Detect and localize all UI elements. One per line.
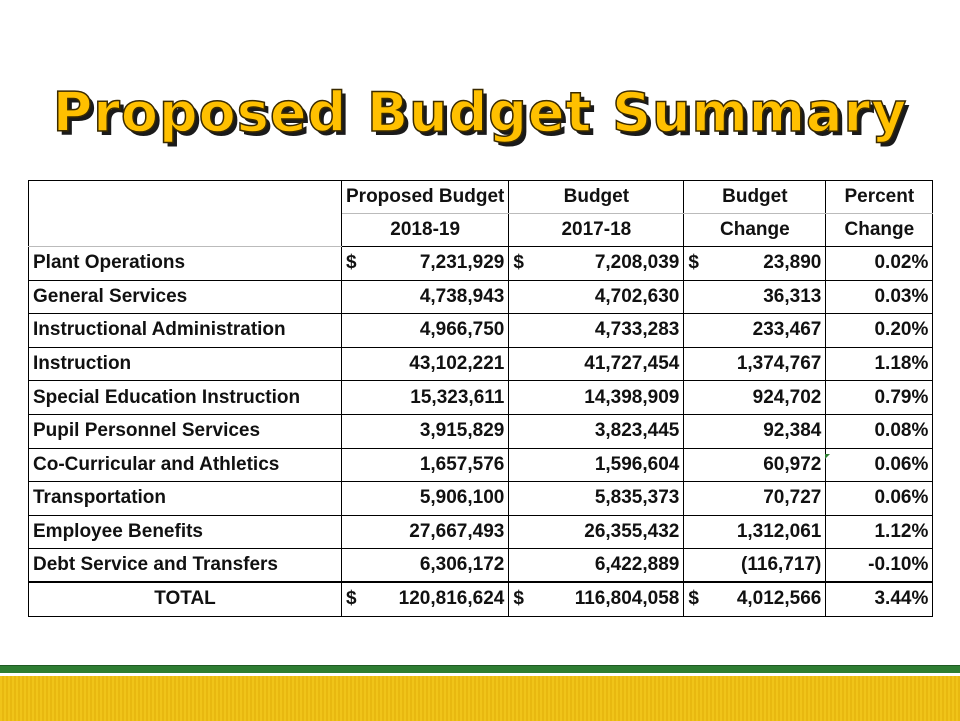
row-label: Special Education Instruction bbox=[29, 381, 342, 415]
total-proposed-cell bbox=[342, 582, 509, 616]
budget-table-container bbox=[28, 180, 933, 617]
change-cell: 233,467 bbox=[684, 314, 826, 348]
header-budget-line1: Budget bbox=[509, 181, 684, 214]
row-label: Instructional Administration bbox=[29, 314, 342, 348]
currency-symbol: $ bbox=[688, 588, 699, 610]
row-label: Co-Curricular and Athletics bbox=[29, 448, 342, 482]
budget-cell: 26,355,432 bbox=[509, 515, 684, 549]
budget-cell: 3,823,445 bbox=[509, 414, 684, 448]
total-label: TOTAL bbox=[29, 582, 342, 616]
change-cell: 924,702 bbox=[684, 381, 826, 415]
change-cell: 70,727 bbox=[684, 482, 826, 516]
budget-cell bbox=[509, 247, 684, 281]
proposed-cell: 3,915,829 bbox=[342, 414, 509, 448]
table-row bbox=[29, 247, 933, 281]
currency-symbol: $ bbox=[346, 588, 357, 610]
percent-cell: 0.08% bbox=[826, 414, 933, 448]
total-change-value: 4,012,566 bbox=[736, 588, 822, 610]
header-change-line1: Budget bbox=[684, 181, 826, 214]
budget-cell: 6,422,889 bbox=[509, 549, 684, 583]
percent-cell: 0.20% bbox=[826, 314, 933, 348]
proposed-cell: 27,667,493 bbox=[342, 515, 509, 549]
change-cell: 60,972 bbox=[684, 448, 826, 482]
table-row bbox=[29, 381, 933, 415]
currency-symbol: $ bbox=[346, 252, 357, 274]
proposed-cell bbox=[342, 247, 509, 281]
budget-cell: 5,835,373 bbox=[509, 482, 684, 516]
change-cell bbox=[684, 247, 826, 281]
percent-cell: 1.18% bbox=[826, 347, 933, 381]
footer-decorative-band bbox=[0, 665, 960, 720]
percent-cell: 0.02% bbox=[826, 247, 933, 281]
table-row bbox=[29, 314, 933, 348]
percent-cell: 0.06% bbox=[826, 482, 933, 516]
slide-title: Proposed Budget Summary bbox=[52, 81, 908, 144]
footer-yellow-stripe bbox=[0, 676, 960, 721]
budget-cell: 4,702,630 bbox=[509, 280, 684, 314]
change-cell: 36,313 bbox=[684, 280, 826, 314]
proposed-value: 7,231,929 bbox=[419, 252, 505, 274]
footer-green-stripe bbox=[0, 665, 960, 673]
budget-cell: 4,733,283 bbox=[509, 314, 684, 348]
currency-symbol: $ bbox=[513, 588, 524, 610]
row-label: Employee Benefits bbox=[29, 515, 342, 549]
percent-cell: -0.10% bbox=[826, 549, 933, 583]
table-row bbox=[29, 347, 933, 381]
percent-cell: 0.06% bbox=[826, 448, 933, 482]
currency-symbol: $ bbox=[688, 252, 699, 274]
header-proposed-line2: 2018-19 bbox=[342, 214, 509, 247]
budget-cell: 41,727,454 bbox=[509, 347, 684, 381]
total-percent-cell: 3.44% bbox=[826, 582, 933, 616]
row-label: Debt Service and Transfers bbox=[29, 549, 342, 583]
table-row bbox=[29, 280, 933, 314]
table-row bbox=[29, 515, 933, 549]
row-label: Pupil Personnel Services bbox=[29, 414, 342, 448]
change-cell: 92,384 bbox=[684, 414, 826, 448]
row-label: Transportation bbox=[29, 482, 342, 516]
table-row bbox=[29, 414, 933, 448]
percent-cell: 1.12% bbox=[826, 515, 933, 549]
change-cell: (116,717) bbox=[684, 549, 826, 583]
currency-symbol: $ bbox=[513, 252, 524, 274]
budget-value: 7,208,039 bbox=[594, 252, 680, 274]
table-row bbox=[29, 448, 933, 482]
proposed-cell: 6,306,172 bbox=[342, 549, 509, 583]
total-proposed-value: 120,816,624 bbox=[398, 588, 505, 610]
header-change-line2: Change bbox=[684, 214, 826, 247]
cell-comment-marker bbox=[825, 454, 830, 459]
proposed-cell: 1,657,576 bbox=[342, 448, 509, 482]
table-row bbox=[29, 549, 933, 583]
header-proposed-line1: Proposed Budget bbox=[342, 181, 509, 214]
row-label: General Services bbox=[29, 280, 342, 314]
row-label: Instruction bbox=[29, 347, 342, 381]
change-cell: 1,374,767 bbox=[684, 347, 826, 381]
percent-cell: 0.03% bbox=[826, 280, 933, 314]
total-change-cell bbox=[684, 582, 826, 616]
proposed-cell: 4,738,943 bbox=[342, 280, 509, 314]
header-budget-line2: 2017-18 bbox=[509, 214, 684, 247]
total-row bbox=[29, 582, 933, 616]
header-percent-line2: Change bbox=[826, 214, 933, 247]
total-budget-cell bbox=[509, 582, 684, 616]
header-row-1 bbox=[29, 181, 933, 214]
percent-cell: 0.79% bbox=[826, 381, 933, 415]
budget-cell: 14,398,909 bbox=[509, 381, 684, 415]
budget-summary-table bbox=[28, 180, 933, 617]
proposed-cell: 5,906,100 bbox=[342, 482, 509, 516]
change-cell: 1,312,061 bbox=[684, 515, 826, 549]
row-label: Plant Operations bbox=[29, 247, 342, 281]
proposed-cell: 4,966,750 bbox=[342, 314, 509, 348]
change-value: 23,890 bbox=[763, 252, 822, 274]
proposed-cell: 15,323,611 bbox=[342, 381, 509, 415]
header-percent-line1: Percent bbox=[826, 181, 933, 214]
proposed-cell: 43,102,221 bbox=[342, 347, 509, 381]
budget-cell: 1,596,604 bbox=[509, 448, 684, 482]
header-blank-cell bbox=[29, 181, 342, 247]
total-budget-value: 116,804,058 bbox=[574, 588, 680, 610]
table-row bbox=[29, 482, 933, 516]
